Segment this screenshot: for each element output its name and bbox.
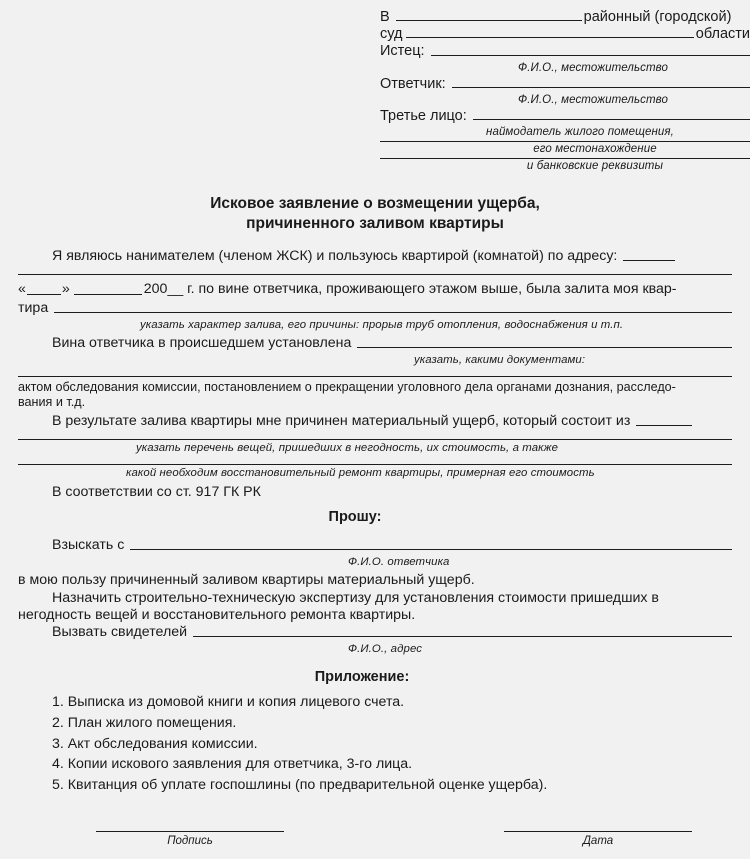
claim-defendant-blank[interactable] xyxy=(130,549,732,550)
defendant-label: Ответчик: xyxy=(380,75,446,92)
third-party-blank-3[interactable] xyxy=(380,158,750,159)
damage-text: В результате залива квартиры мне причинен материальный ущерб, который состоит из xyxy=(52,412,631,429)
flood-date-row xyxy=(18,281,732,298)
page-title xyxy=(18,194,732,234)
plaintiff-caption: Ф.И.О., местожительство xyxy=(518,61,668,74)
page-title-line-1: Исковое заявление о возмещении ущерба, xyxy=(210,195,540,213)
guilt-text: Вина ответчика в происшедшем установлена xyxy=(52,334,352,351)
list-item: 3. Акт обследования комиссии. xyxy=(52,735,258,752)
page-title-line-2: причиненного заливом квартиры xyxy=(246,215,504,233)
expertise-line-1: Назначить строительно-техническую экспертизу для установления стоимости пришедших в xyxy=(52,589,659,606)
article-reference: В соответствии со ст. 917 ГК РК xyxy=(52,483,261,500)
third-party-row xyxy=(380,109,750,124)
third-party-label: Третье лицо: xyxy=(380,108,467,124)
region-text: области xyxy=(695,26,750,43)
damage-items-caption: указать перечень вещей, пришедших в негодность, их стоимость, а также xyxy=(136,442,559,455)
claim-defendant-caption: Ф.И.О. ответчика xyxy=(348,556,450,569)
date-day-blank[interactable] xyxy=(27,294,61,295)
court-label: В xyxy=(380,9,390,25)
date-block xyxy=(504,831,692,847)
date-label: Дата xyxy=(582,835,614,847)
act-text-line-1: актом обследования комиссии, постановлением о прекращении уголовного дела органами дознания, расследо- xyxy=(18,380,676,395)
guilt-blank-2[interactable] xyxy=(18,376,732,377)
signature-blank[interactable] xyxy=(96,831,284,832)
expertise-line-2: негодность вещей и восстановительного ремонта квартиры. xyxy=(18,606,416,623)
claim-rest-text: в мою пользу причиненный заливом квартиры материальный ущерб. xyxy=(18,572,475,589)
third-party-blank[interactable] xyxy=(473,119,750,120)
request-heading: Прошу: xyxy=(328,509,382,526)
date-month-blank[interactable] xyxy=(74,294,142,295)
plaintiff-blank[interactable] xyxy=(431,55,750,56)
flood-continue-row xyxy=(18,300,732,317)
court-name-blank[interactable] xyxy=(396,20,582,21)
damage-repair-caption: какой необходим восстановительный ремонт квартиры, примерная его стоимость xyxy=(126,467,595,480)
date-quote-open: « xyxy=(18,281,26,298)
claim-label: Взыскать с xyxy=(52,536,125,553)
document-body xyxy=(18,248,732,796)
court-suffix-label: суд xyxy=(380,26,403,43)
third-party-caption-2: его местонахождение xyxy=(533,143,657,156)
witness-caption: Ф.И.О., адрес xyxy=(348,643,423,656)
document-header xyxy=(380,10,750,172)
attachment-list xyxy=(18,692,732,796)
third-party-caption-1: наймодатель жилого помещения, xyxy=(486,126,674,139)
guilt-row xyxy=(18,335,732,352)
attachment-heading: Приложение: xyxy=(314,669,410,686)
defendant-caption: Ф.И.О., местожительство xyxy=(518,93,668,106)
witness-row xyxy=(18,624,732,641)
guilt-caption: указать, какими документами: xyxy=(414,354,586,367)
list-item: 5. Квитанция об уплате госпошлины (по предварительной оценке ущерба). xyxy=(52,776,548,793)
signature-block xyxy=(96,831,284,847)
damage-row xyxy=(18,413,732,430)
defendant-blank[interactable] xyxy=(452,87,750,88)
third-party-caption-3: и банковские реквизиты xyxy=(526,160,664,173)
guilt-blank[interactable] xyxy=(357,347,732,348)
court-region-row xyxy=(380,27,750,42)
damage-blank-3[interactable] xyxy=(18,464,732,465)
list-item: 4. Копии искового заявления для ответчика, 3-го лица. xyxy=(52,756,413,773)
court-name-row xyxy=(380,10,750,25)
damage-blank-2[interactable] xyxy=(18,439,732,440)
date-blank[interactable] xyxy=(504,831,692,832)
intro-text: Я являюсь нанимателем (членом ЖСК) и пользуюсь квартирой (комнатой) по адресу: xyxy=(52,248,618,265)
witness-label: Вызвать свидетелей xyxy=(52,624,188,641)
damage-blank-1[interactable] xyxy=(636,425,692,426)
witness-blank[interactable] xyxy=(193,636,732,637)
signature-footer xyxy=(18,831,732,847)
act-text-line-2: вания и т.д. xyxy=(18,395,86,410)
flood-continue-text: тира xyxy=(18,299,49,316)
signature-label: Подпись xyxy=(167,835,213,847)
address-blank-1[interactable] xyxy=(623,260,675,261)
flood-character-blank[interactable] xyxy=(54,312,732,313)
date-quote-close: » xyxy=(61,281,70,298)
claim-row xyxy=(18,537,732,554)
defendant-row xyxy=(380,77,750,92)
third-party-blank-2[interactable] xyxy=(380,141,750,142)
address-blank-2[interactable] xyxy=(18,274,732,275)
plaintiff-row xyxy=(380,44,750,59)
plaintiff-label: Истец: xyxy=(380,43,425,60)
intro-row xyxy=(18,248,732,265)
court-type-text: районный (городской) xyxy=(583,9,732,25)
list-item: 2. План жилого помещения. xyxy=(52,714,237,731)
list-item: 1. Выписка из домовой книги и копия лицевого счета. xyxy=(52,694,405,711)
flood-date-text: 200__ г. по вине ответчика, проживающего этажом выше, была залита моя квар- xyxy=(143,281,677,298)
flood-character-caption: указать характер залива, его причины: прорыв труб отопления, водоснабжения и т.п. xyxy=(140,319,624,331)
court-region-blank[interactable] xyxy=(406,37,693,38)
